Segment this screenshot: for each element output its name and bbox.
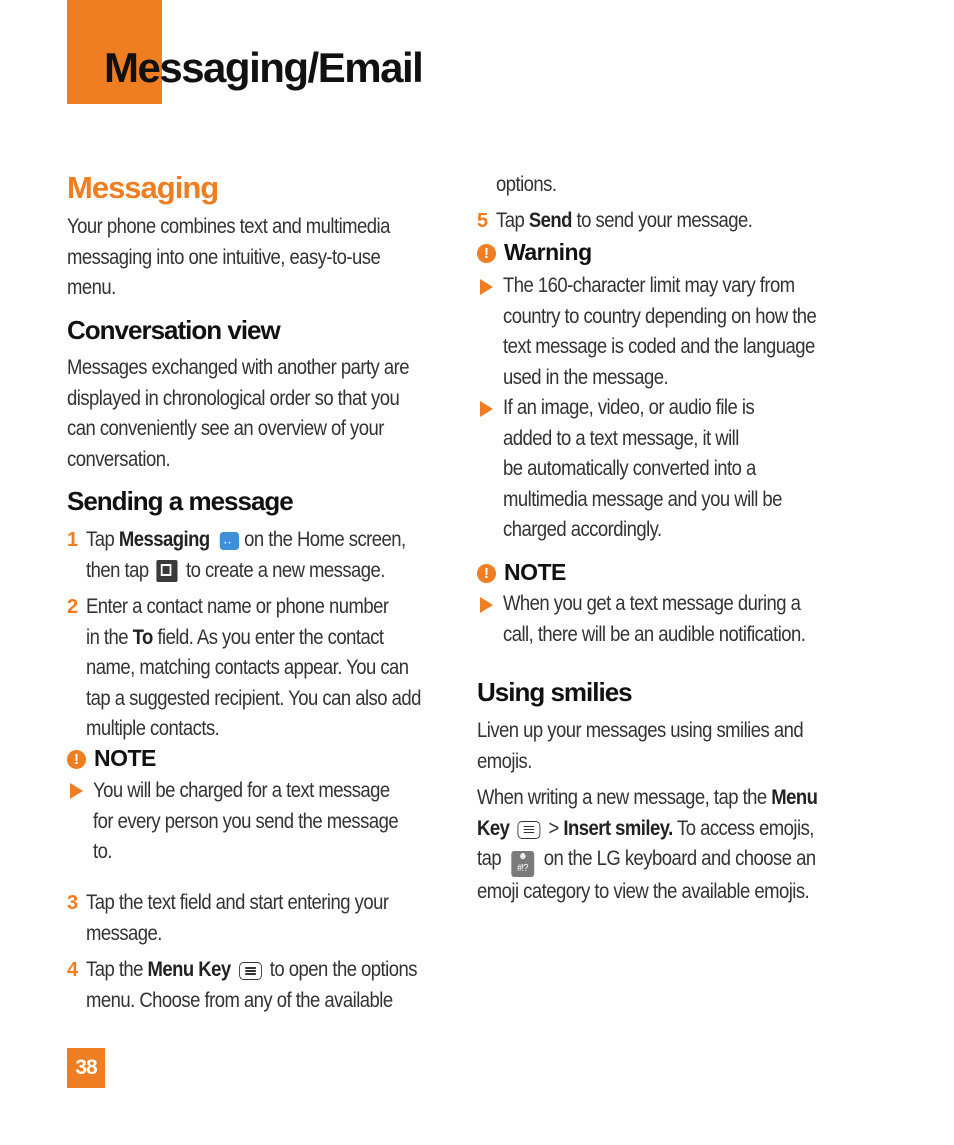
using-smilies-heading: Using smilies — [477, 677, 632, 707]
conversation-view-heading: Conversation view — [67, 315, 280, 345]
bullet-arrow-icon — [480, 279, 493, 295]
options-continuation: options. — [496, 173, 557, 196]
messaging-app-icon — [219, 532, 238, 550]
page-title: Messaging/Email — [104, 44, 423, 91]
exclamation-icon: ! — [477, 564, 496, 583]
menu-key-icon — [517, 821, 540, 839]
smilies-intro: Liven up your messages using smilies and emojis. — [477, 719, 804, 773]
exclamation-icon: ! — [67, 750, 86, 769]
compose-icon — [157, 560, 178, 582]
warning-heading: ! Warning — [477, 239, 592, 266]
bullet-arrow-icon — [480, 597, 493, 613]
sending-message-heading: Sending a message — [67, 486, 293, 516]
page-number: 38 — [67, 1048, 105, 1088]
messaging-intro: Your phone combines text and multimedia messaging into one intuitive, easy-to-use menu. — [67, 215, 390, 299]
smiley-key-icon: ☻ #!? — [511, 851, 534, 877]
section-heading-messaging: Messaging — [67, 170, 219, 205]
note-heading: ! NOTE — [67, 745, 156, 772]
menu-key-icon — [239, 962, 262, 980]
bullet-arrow-icon — [480, 401, 493, 417]
bullet-arrow-icon — [70, 783, 83, 799]
note-heading-right: ! NOTE — [477, 559, 566, 586]
exclamation-icon: ! — [477, 244, 496, 263]
smilies-instructions: When writing a new message, tap the Menu Key > Insert smiley. To access emojis, tap ☻ #!? on the LG keyboard and choose an emoji category to view the available emojis. — [477, 786, 818, 903]
conversation-view-text: Messages exchanged with another party are displayed in chronological order so that you can conveniently see an overview of your conversation. — [67, 356, 410, 471]
